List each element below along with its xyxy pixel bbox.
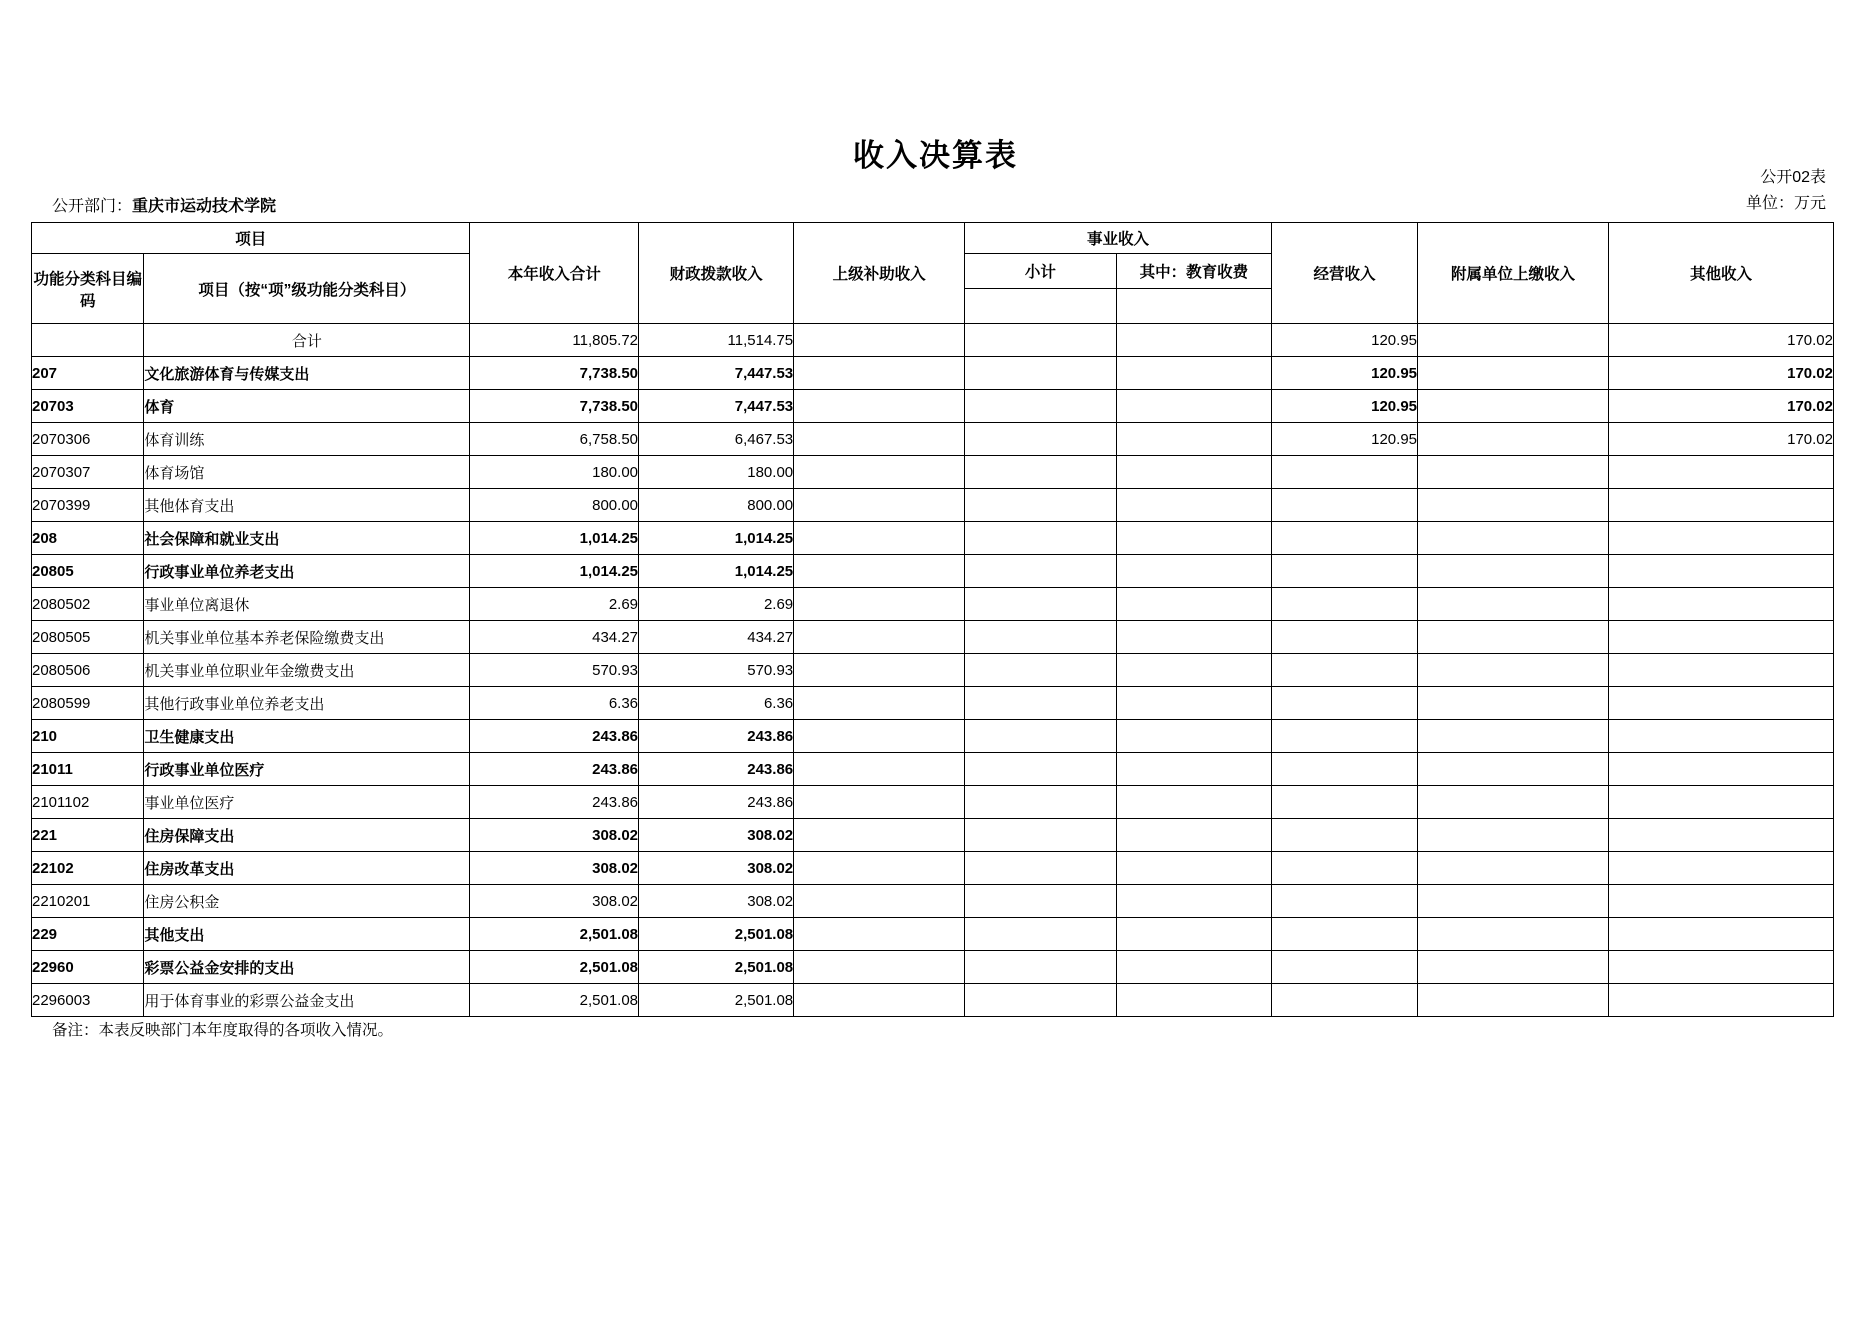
cell-year-total: 2,501.08 [470,984,639,1017]
cell-business-subtotal [965,324,1117,357]
cell-other-income: 170.02 [1609,324,1834,357]
cell-name: 住房改革支出 [144,852,470,885]
cell-other-income [1609,819,1834,852]
cell-affiliated-unit-income [1418,588,1609,621]
cell-operating-income [1271,984,1417,1017]
cell-affiliated-unit-income [1418,786,1609,819]
cell-name: 行政事业单位养老支出 [144,555,470,588]
cell-superior-subsidy [794,885,965,918]
cell-fiscal-appropriation: 180.00 [639,456,794,489]
cell-affiliated-unit-income [1418,489,1609,522]
cell-superior-subsidy [794,621,965,654]
cell-name: 住房保障支出 [144,819,470,852]
cell-affiliated-unit-income [1418,522,1609,555]
cell-year-total: 800.00 [470,489,639,522]
cell-business-subtotal [965,720,1117,753]
cell-fiscal-appropriation: 243.86 [639,720,794,753]
header-business-education-fee: 其中：教育收费 [1116,254,1271,289]
cell-operating-income [1271,720,1417,753]
cell-other-income [1609,555,1834,588]
table-row [32,984,1834,1017]
cell-business-education-fee [1116,555,1271,588]
cell-business-education-fee [1116,621,1271,654]
cell-superior-subsidy [794,786,965,819]
table-row [32,621,1834,654]
cell-superior-subsidy [794,357,965,390]
cell-business-subtotal [965,951,1117,984]
cell-code: 2296003 [32,984,144,1017]
table-row [32,852,1834,885]
cell-name: 体育 [144,390,470,423]
cell-name: 体育训练 [144,423,470,456]
cell-business-education-fee [1116,687,1271,720]
cell-name: 其他支出 [144,918,470,951]
page-title: 收入决算表 [853,138,1018,173]
cell-name: 事业单位离退休 [144,588,470,621]
cell-superior-subsidy [794,456,965,489]
cell-other-income [1609,918,1834,951]
cell-year-total: 1,014.25 [470,555,639,588]
cell-affiliated-unit-income [1418,984,1609,1017]
cell-other-income [1609,621,1834,654]
cell-fiscal-appropriation: 2,501.08 [639,918,794,951]
cell-superior-subsidy [794,951,965,984]
cell-fiscal-appropriation: 6.36 [639,687,794,720]
cell-year-total: 570.93 [470,654,639,687]
table-row [32,489,1834,522]
cell-business-subtotal [965,555,1117,588]
cell-other-income [1609,687,1834,720]
header-affiliated-unit-income: 附属单位上缴收入 [1418,223,1609,324]
cell-business-subtotal [965,753,1117,786]
cell-operating-income: 120.95 [1271,423,1417,456]
footnote: 备注：本表反映部门本年度取得的各项收入情况。 [52,1022,394,1039]
cell-name: 机关事业单位基本养老保险缴费支出 [144,621,470,654]
cell-affiliated-unit-income [1418,951,1609,984]
cell-business-education-fee [1116,357,1271,390]
cell-affiliated-unit-income [1418,555,1609,588]
cell-business-subtotal [965,984,1117,1017]
cell-code: 20703 [32,390,144,423]
cell-year-total: 1,014.25 [470,522,639,555]
cell-fiscal-appropriation: 570.93 [639,654,794,687]
cell-business-subtotal [965,654,1117,687]
cell-affiliated-unit-income [1418,918,1609,951]
cell-operating-income [1271,522,1417,555]
cell-other-income [1609,720,1834,753]
cell-other-income [1609,522,1834,555]
cell-affiliated-unit-income [1418,423,1609,456]
header-operating-income: 经营收入 [1271,223,1417,324]
form-meta [1746,165,1826,217]
department-line [52,193,276,216]
header-project-group: 项目 [32,223,470,254]
cell-business-education-fee [1116,489,1271,522]
cell-fiscal-appropriation: 2.69 [639,588,794,621]
cell-other-income [1609,588,1834,621]
cell-business-education-fee [1116,522,1271,555]
cell-business-subtotal [965,885,1117,918]
cell-year-total: 2.69 [470,588,639,621]
cell-business-education-fee [1116,984,1271,1017]
cell-other-income [1609,786,1834,819]
cell-business-subtotal [965,423,1117,456]
form-number: 公开02表 [1760,169,1826,186]
cell-other-income [1609,753,1834,786]
cell-year-total: 308.02 [470,885,639,918]
cell-operating-income [1271,786,1417,819]
table-row [32,687,1834,720]
cell-code: 20805 [32,555,144,588]
cell-fiscal-appropriation: 243.86 [639,786,794,819]
cell-year-total: 11,805.72 [470,324,639,357]
cell-affiliated-unit-income [1418,720,1609,753]
cell-code: 221 [32,819,144,852]
cell-business-subtotal [965,588,1117,621]
cell-superior-subsidy [794,753,965,786]
table-row [32,819,1834,852]
cell-fiscal-appropriation: 2,501.08 [639,984,794,1017]
cell-year-total: 6.36 [470,687,639,720]
cell-fiscal-appropriation: 2,501.08 [639,951,794,984]
table-row [32,324,1834,357]
cell-operating-income [1271,819,1417,852]
cell-superior-subsidy [794,588,965,621]
cell-code: 210 [32,720,144,753]
cell-year-total: 180.00 [470,456,639,489]
cell-affiliated-unit-income [1418,654,1609,687]
cell-fiscal-appropriation: 7,447.53 [639,390,794,423]
cell-business-education-fee [1116,852,1271,885]
header-business-subtotal-spacer [965,289,1117,324]
cell-year-total: 243.86 [470,753,639,786]
cell-code: 2070306 [32,423,144,456]
cell-code: 22102 [32,852,144,885]
cell-name: 住房公积金 [144,885,470,918]
cell-code: 2080502 [32,588,144,621]
cell-affiliated-unit-income [1418,852,1609,885]
cell-other-income: 170.02 [1609,390,1834,423]
cell-other-income [1609,852,1834,885]
table-row [32,654,1834,687]
header-name: 项目（按“项”级功能分类科目） [144,254,470,324]
cell-other-income [1609,456,1834,489]
cell-business-education-fee [1116,786,1271,819]
cell-fiscal-appropriation: 11,514.75 [639,324,794,357]
cell-business-subtotal [965,819,1117,852]
cell-code: 208 [32,522,144,555]
cell-name: 机关事业单位职业年金缴费支出 [144,654,470,687]
cell-business-subtotal [965,522,1117,555]
cell-business-education-fee [1116,951,1271,984]
header-fiscal-appropriation: 财政拨款收入 [639,223,794,324]
department-label: 公开部门： [52,198,133,215]
cell-business-education-fee [1116,918,1271,951]
cell-other-income [1609,489,1834,522]
cell-affiliated-unit-income [1418,753,1609,786]
table-row [32,357,1834,390]
cell-operating-income [1271,654,1417,687]
cell-operating-income [1271,621,1417,654]
cell-other-income [1609,885,1834,918]
cell-code: 2101102 [32,786,144,819]
cell-operating-income [1271,687,1417,720]
cell-business-education-fee [1116,390,1271,423]
cell-code: 2080599 [32,687,144,720]
amount-unit: 单位：万元 [1745,195,1826,212]
cell-name: 卫生健康支出 [144,720,470,753]
cell-business-education-fee [1116,324,1271,357]
cell-business-education-fee [1116,885,1271,918]
cell-year-total: 7,738.50 [470,357,639,390]
cell-operating-income [1271,918,1417,951]
cell-fiscal-appropriation: 7,447.53 [639,357,794,390]
cell-superior-subsidy [794,489,965,522]
cell-name: 事业单位医疗 [144,786,470,819]
cell-name: 社会保障和就业支出 [144,522,470,555]
cell-business-subtotal [965,687,1117,720]
cell-year-total: 434.27 [470,621,639,654]
cell-name: 文化旅游体育与传媒支出 [144,357,470,390]
cell-superior-subsidy [794,555,965,588]
header-business-education-fee-spacer [1116,289,1271,324]
table-row [32,555,1834,588]
cell-affiliated-unit-income [1418,687,1609,720]
cell-fiscal-appropriation: 1,014.25 [639,522,794,555]
cell-operating-income [1271,753,1417,786]
cell-code: 2070399 [32,489,144,522]
cell-code [32,324,144,357]
table-row [32,588,1834,621]
cell-affiliated-unit-income [1418,819,1609,852]
table-row [32,786,1834,819]
cell-business-subtotal [965,456,1117,489]
cell-superior-subsidy [794,522,965,555]
cell-business-subtotal [965,621,1117,654]
cell-business-subtotal [965,489,1117,522]
cell-name: 彩票公益金安排的支出 [144,951,470,984]
table-row [32,918,1834,951]
income-final-accounts-table [31,222,1834,1017]
cell-superior-subsidy [794,687,965,720]
cell-code: 2070307 [32,456,144,489]
cell-year-total: 2,501.08 [470,918,639,951]
cell-year-total: 243.86 [470,720,639,753]
cell-code: 2080505 [32,621,144,654]
cell-business-education-fee [1116,819,1271,852]
cell-operating-income: 120.95 [1271,357,1417,390]
cell-fiscal-appropriation: 1,014.25 [639,555,794,588]
table-row [32,885,1834,918]
cell-business-education-fee [1116,456,1271,489]
cell-fiscal-appropriation: 800.00 [639,489,794,522]
table-row [32,456,1834,489]
department-name: 重庆市运动技术学院 [132,198,277,215]
table-row [32,390,1834,423]
header-code: 功能分类科目编码 [32,254,144,324]
cell-business-subtotal [965,852,1117,885]
cell-year-total: 7,738.50 [470,390,639,423]
cell-superior-subsidy [794,984,965,1017]
header-other-income: 其他收入 [1609,223,1834,324]
cell-business-education-fee [1116,588,1271,621]
cell-code: 229 [32,918,144,951]
cell-year-total: 308.02 [470,819,639,852]
cell-superior-subsidy [794,324,965,357]
cell-name: 合计 [144,324,470,357]
table-row [32,753,1834,786]
cell-business-education-fee [1116,423,1271,456]
cell-year-total: 308.02 [470,852,639,885]
cell-operating-income [1271,588,1417,621]
cell-other-income [1609,984,1834,1017]
cell-operating-income [1271,489,1417,522]
cell-code: 207 [32,357,144,390]
cell-year-total: 6,758.50 [470,423,639,456]
table-row [32,522,1834,555]
cell-affiliated-unit-income [1418,885,1609,918]
cell-year-total: 243.86 [470,786,639,819]
cell-affiliated-unit-income [1418,621,1609,654]
cell-superior-subsidy [794,390,965,423]
cell-code: 21011 [32,753,144,786]
cell-fiscal-appropriation: 243.86 [639,753,794,786]
cell-operating-income: 120.95 [1271,324,1417,357]
cell-name: 用于体育事业的彩票公益金支出 [144,984,470,1017]
cell-operating-income [1271,885,1417,918]
cell-fiscal-appropriation: 308.02 [639,852,794,885]
cell-fiscal-appropriation: 434.27 [639,621,794,654]
cell-superior-subsidy [794,918,965,951]
cell-code: 22960 [32,951,144,984]
cell-affiliated-unit-income [1418,324,1609,357]
cell-superior-subsidy [794,819,965,852]
cell-business-subtotal [965,357,1117,390]
cell-name: 其他行政事业单位养老支出 [144,687,470,720]
cell-other-income: 170.02 [1609,423,1834,456]
cell-superior-subsidy [794,423,965,456]
table-row [32,720,1834,753]
header-year-total: 本年收入合计 [470,223,639,324]
cell-superior-subsidy [794,720,965,753]
cell-name: 其他体育支出 [144,489,470,522]
table-row [32,423,1834,456]
cell-superior-subsidy [794,654,965,687]
cell-name: 行政事业单位医疗 [144,753,470,786]
cell-other-income: 170.02 [1609,357,1834,390]
header-superior-subsidy: 上级补助收入 [794,223,965,324]
cell-fiscal-appropriation: 6,467.53 [639,423,794,456]
header-business-subtotal: 小计 [965,254,1117,289]
cell-affiliated-unit-income [1418,456,1609,489]
table-row [32,951,1834,984]
cell-operating-income [1271,852,1417,885]
cell-operating-income [1271,555,1417,588]
header-business-income-group: 事业收入 [965,223,1272,254]
cell-fiscal-appropriation: 308.02 [639,885,794,918]
cell-operating-income: 120.95 [1271,390,1417,423]
cell-business-education-fee [1116,654,1271,687]
cell-year-total: 2,501.08 [470,951,639,984]
cell-superior-subsidy [794,852,965,885]
cell-code: 2080506 [32,654,144,687]
cell-code: 2210201 [32,885,144,918]
cell-affiliated-unit-income [1418,390,1609,423]
cell-business-subtotal [965,918,1117,951]
cell-other-income [1609,951,1834,984]
cell-affiliated-unit-income [1418,357,1609,390]
cell-business-education-fee [1116,753,1271,786]
cell-name: 体育场馆 [144,456,470,489]
cell-fiscal-appropriation: 308.02 [639,819,794,852]
cell-business-education-fee [1116,720,1271,753]
table-body [32,324,1834,1017]
cell-operating-income [1271,951,1417,984]
cell-other-income [1609,654,1834,687]
cell-operating-income [1271,456,1417,489]
cell-business-subtotal [965,786,1117,819]
cell-business-subtotal [965,390,1117,423]
